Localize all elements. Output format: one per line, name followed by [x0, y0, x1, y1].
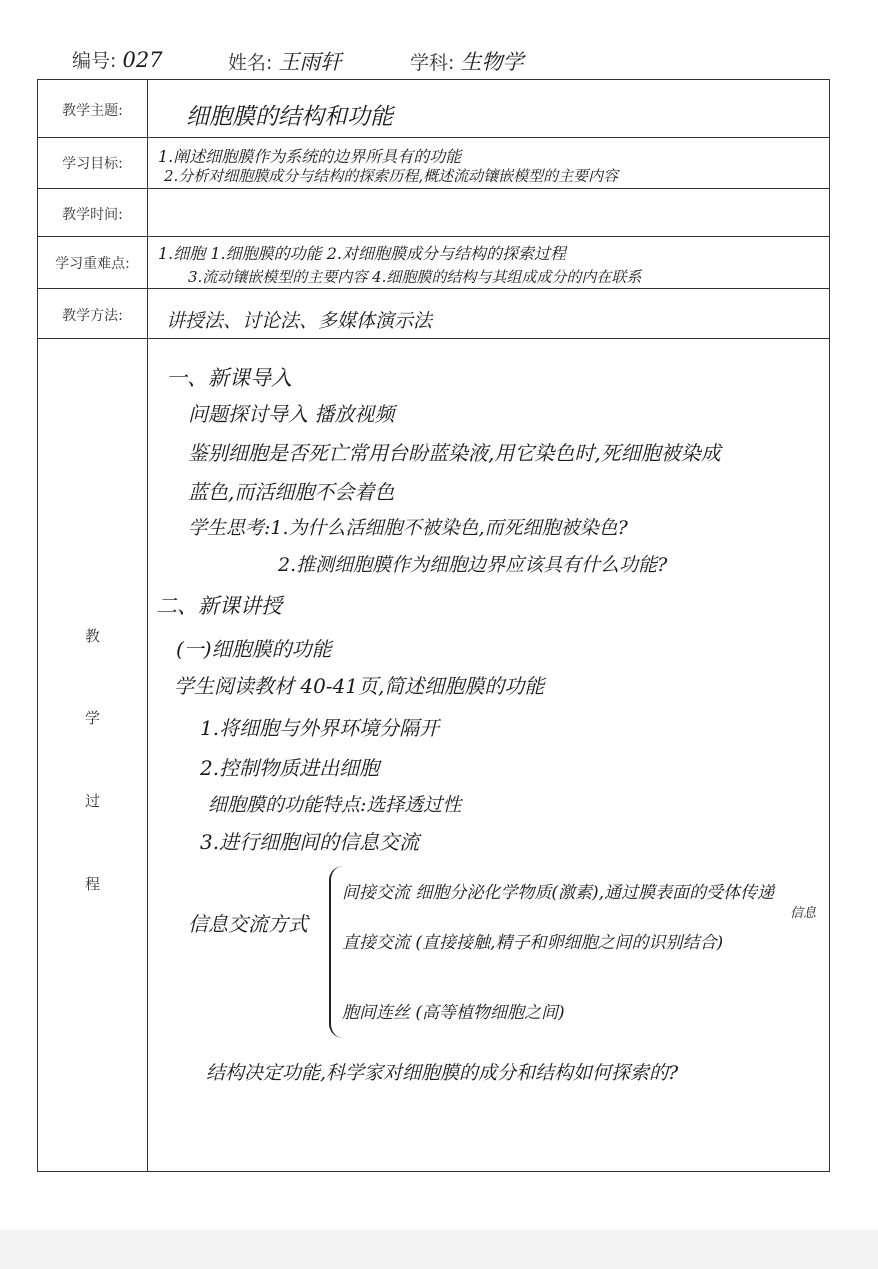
info-indirect-tail: 信息: [790, 906, 817, 921]
process-label-char: 过: [84, 792, 100, 810]
key-point-line-1: 1.细胞 1.细胞膜的功能 2.对细胞膜成分与结构的探索过程: [158, 244, 566, 263]
s2-function-1: 1.将细胞与外界环境分隔开: [200, 716, 440, 740]
key-point-line-2: 3.流动镶嵌模型的主要内容 4.细胞膜的结构与其组成成分的内在联系: [188, 268, 642, 286]
s1-line2: 鉴别细胞是否死亡常用台盼蓝染液,用它染色时,死细胞被染成: [188, 441, 721, 465]
s2-sub1: (一)细胞膜的功能: [176, 637, 332, 661]
subject-label: 学科:: [410, 52, 455, 74]
info-direct: 直接交流 (直接接触,精子和卵细胞之间的识别结合): [342, 933, 724, 953]
theme-label: 教学主题:: [62, 103, 123, 119]
lesson-plan-table: [37, 79, 830, 1172]
number-value: 027: [122, 48, 163, 72]
closing-question: 结构决定功能,科学家对细胞膜的成分和结构如何探索的?: [206, 1062, 679, 1084]
row-divider: [38, 137, 829, 138]
s1-line3: 蓝色,而活细胞不会着色: [188, 480, 395, 504]
method-value: 讲授法、讨论法、多媒体演示法: [166, 310, 433, 332]
s1-think2: 2.推测细胞膜作为细胞边界应该具有什么功能?: [278, 554, 668, 576]
info-indirect: 间接交流 细胞分泌化学物质(激素),通过膜表面的受体传递: [342, 883, 775, 903]
name-field: [228, 46, 341, 76]
info-exchange-label: 信息交流方式: [188, 912, 308, 936]
s2-read: 学生阅读教材 40-41页,简述细胞膜的功能: [174, 674, 545, 698]
name-label: 姓名:: [228, 52, 273, 74]
row-divider: [38, 188, 829, 189]
s2-function-2-feature: 细胞膜的功能特点:选择透过性: [208, 794, 462, 816]
subject-field: [410, 46, 523, 76]
subject-value: 生物学: [460, 50, 524, 74]
process-label-char: 学: [84, 709, 100, 727]
section1-title: 一、新课导入: [166, 366, 292, 390]
scan-edge: [0, 1230, 878, 1269]
objective-line-1: 1.阐述细胞膜作为系统的边界所具有的功能: [158, 147, 462, 166]
s2-function-3: 3.进行细胞间的信息交流: [200, 830, 420, 854]
key-points-label: 学习重难点:: [55, 256, 130, 272]
s2-function-2: 2.控制物质进出细胞: [200, 756, 380, 780]
number-label: 编号:: [72, 50, 117, 72]
process-label-char: 教: [84, 627, 100, 645]
row-divider: [38, 288, 829, 289]
column-divider: [147, 80, 148, 1171]
info-plasmodesmata: 胞间连丝 (高等植物细胞之间): [342, 1003, 565, 1023]
s1-line1: 问题探讨导入 播放视频: [188, 402, 395, 426]
row-divider: [38, 338, 829, 339]
section2-title: 二、新课讲授: [156, 594, 282, 618]
theme-value: 细胞膜的结构和功能: [186, 104, 393, 130]
objective-line-2: 2.分析对细胞膜成分与结构的探索历程,概述流动镶嵌模型的主要内容: [164, 167, 619, 185]
row-divider: [38, 236, 829, 237]
time-label: 教学时间:: [62, 207, 123, 223]
number-field: [72, 46, 163, 73]
s1-think1: 学生思考:1.为什么活细胞不被染色,而死细胞被染色?: [188, 517, 628, 539]
objectives-label: 学习目标:: [62, 156, 123, 172]
name-value: 王雨轩: [278, 50, 342, 74]
method-label: 教学方法:: [62, 308, 123, 324]
process-label-char: 程: [84, 875, 100, 893]
